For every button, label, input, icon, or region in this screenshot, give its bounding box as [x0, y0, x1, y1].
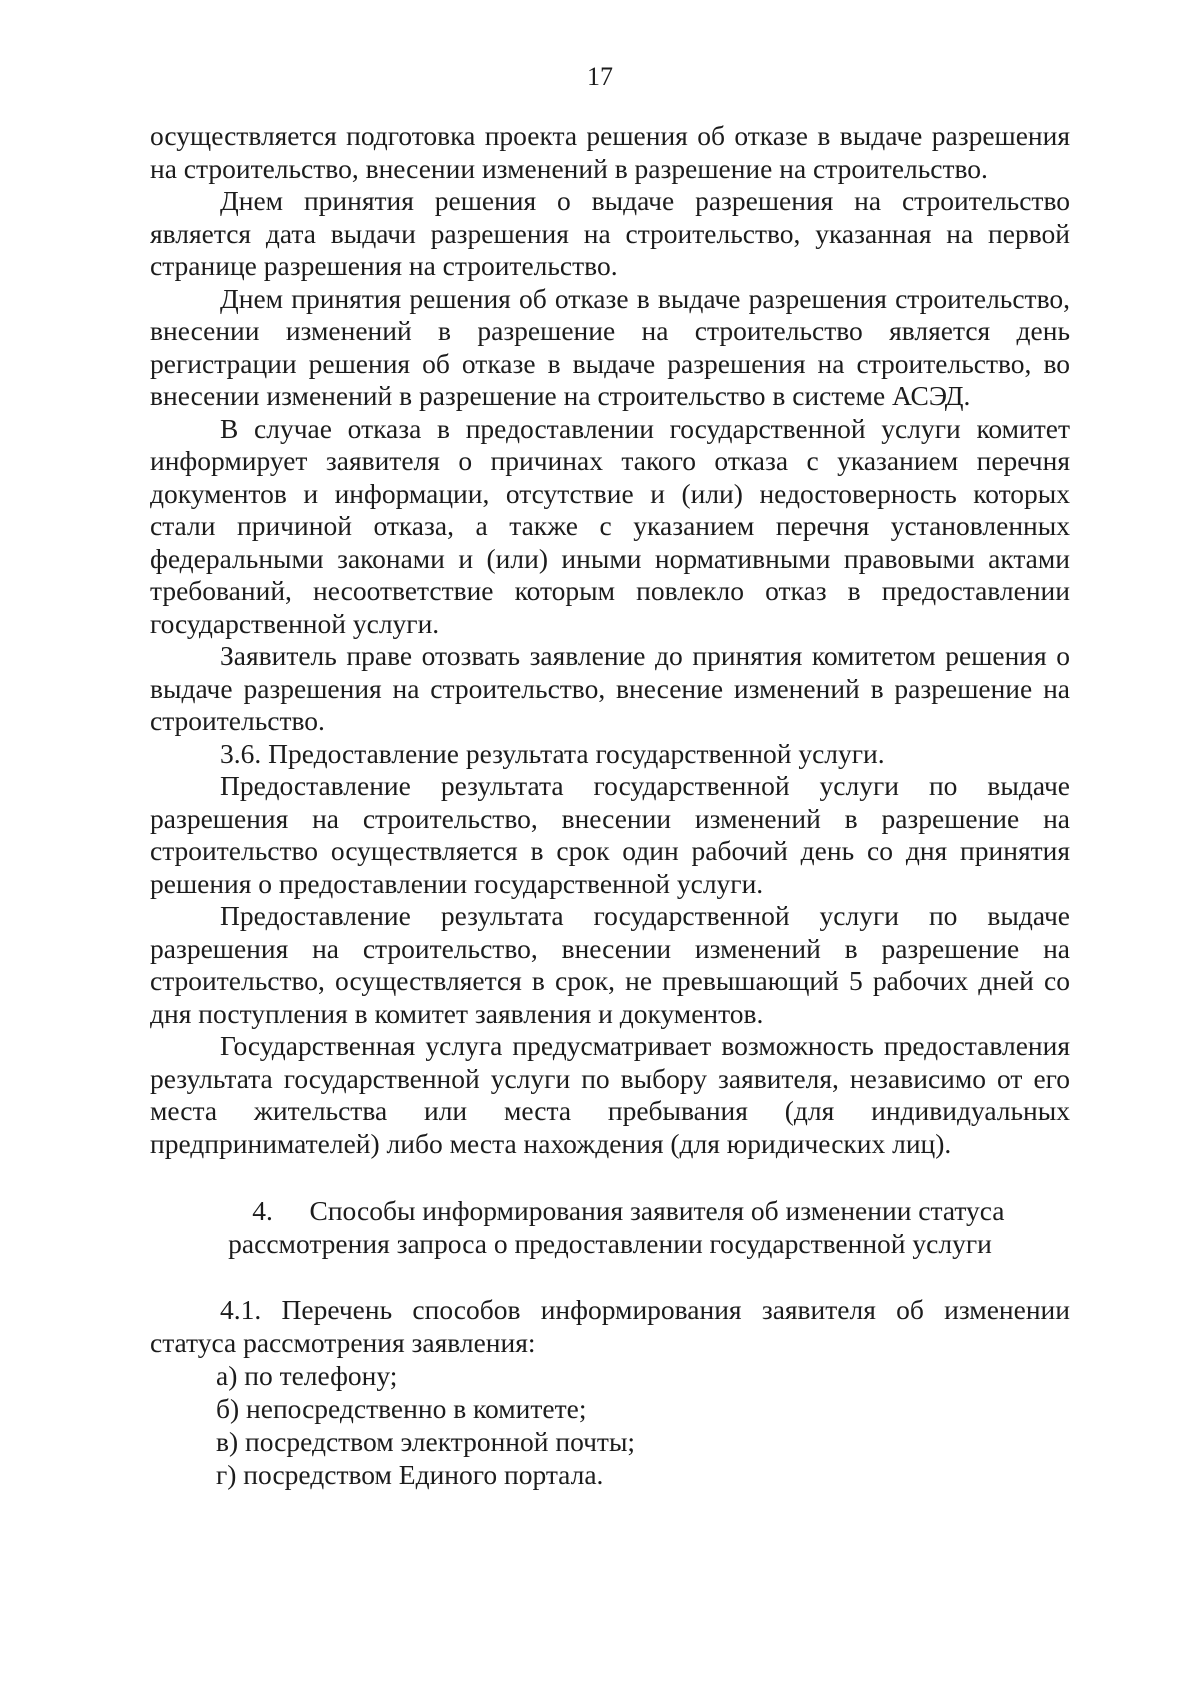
- paragraph-section-4-1: 4.1. Перечень способов информирования заявителя об изменении статуса рассмотрения заявления:: [150, 1294, 1070, 1358]
- paragraph-result-by-choice: Государственная услуга предусматривает возможность предоставления результата государственной услуги по выбору заявителя, независимо от его места жительства или места пребывания (для индивидуальных предпринимателей) либо места нахождения (для юридических лиц).: [150, 1030, 1070, 1159]
- paragraph-refusal-date: Днем принятия решения об отказе в выдаче разрешения строительство, внесении изменений в разрешение на строительство является день регистрации решения об отказе в выдаче разрешения на строительство, во внесении изменений в разрешение на строительство в системе АСЭД.: [150, 282, 1070, 411]
- paragraph-refusal-notice: В случае отказа в предоставлении государственной услуги комитет информирует заявителя о причинах такого отказа с указанием перечня документов и информации, отсутствие и (или) недостоверность которых стали причиной отказа, а также с указанием перечня установленных федеральными законами и (или) иными нормативными правовыми актами требований, несоответствие которым повлекло отказ в предоставлении государственной услуги.: [150, 412, 1070, 639]
- section-4-title-line-2: рассмотрения запроса о предоставлении государственной услуги: [228, 1228, 992, 1259]
- paragraph-withdraw-application: Заявитель праве отозвать заявление до принятия комитетом решения о выдаче разрешения на строительство, внесение изменений в разрешение на строительство.: [150, 640, 1070, 736]
- list-item: в) посредством электронной почты;: [216, 1426, 636, 1457]
- page-number: 17: [587, 62, 613, 91]
- section-4-heading-line-1: [150, 1194, 1070, 1227]
- list-item: г) посредством Единого портала.: [216, 1459, 604, 1490]
- section-4-number: 4.: [252, 1195, 273, 1226]
- notification-methods-list: [150, 1359, 1070, 1491]
- section-4-heading: [150, 1194, 1070, 1260]
- document-body: [150, 120, 1070, 1491]
- paragraph-result-term-one-day: Предоставление результата государственной услуги по выдаче разрешения на строительство, внесении изменений в разрешение на строительство осуществляется в срок один рабочий день со дня принятия решения о предоставлении государственной услуги.: [150, 770, 1070, 899]
- section-4-title-line-1: Способы информирования заявителя об изменении статуса: [309, 1195, 1005, 1226]
- paragraph-section-3-6: 3.6. Предоставление результата государственной услуги.: [220, 737, 885, 769]
- paragraph-continuation: осуществляется подготовка проекта решения об отказе в выдаче разрешения на строительство, внесении изменений в разрешение на строительство.: [150, 120, 1070, 184]
- list-item: б) непосредственно в комитете;: [216, 1393, 587, 1424]
- paragraph-decision-date: Днем принятия решения о выдаче разрешения на строительство является дата выдачи разрешения на строительство, указанная на первой странице разрешения на строительство.: [150, 185, 1070, 281]
- list-item: а) по телефону;: [216, 1360, 398, 1391]
- paragraph-result-term-five-days: Предоставление результата государственной услуги по выдаче разрешения на строительство, внесении изменений в разрешение на строительство, осуществляется в срок, не превышающий 5 рабочих дней со дня поступления в комитет заявления и документов.: [150, 900, 1070, 1029]
